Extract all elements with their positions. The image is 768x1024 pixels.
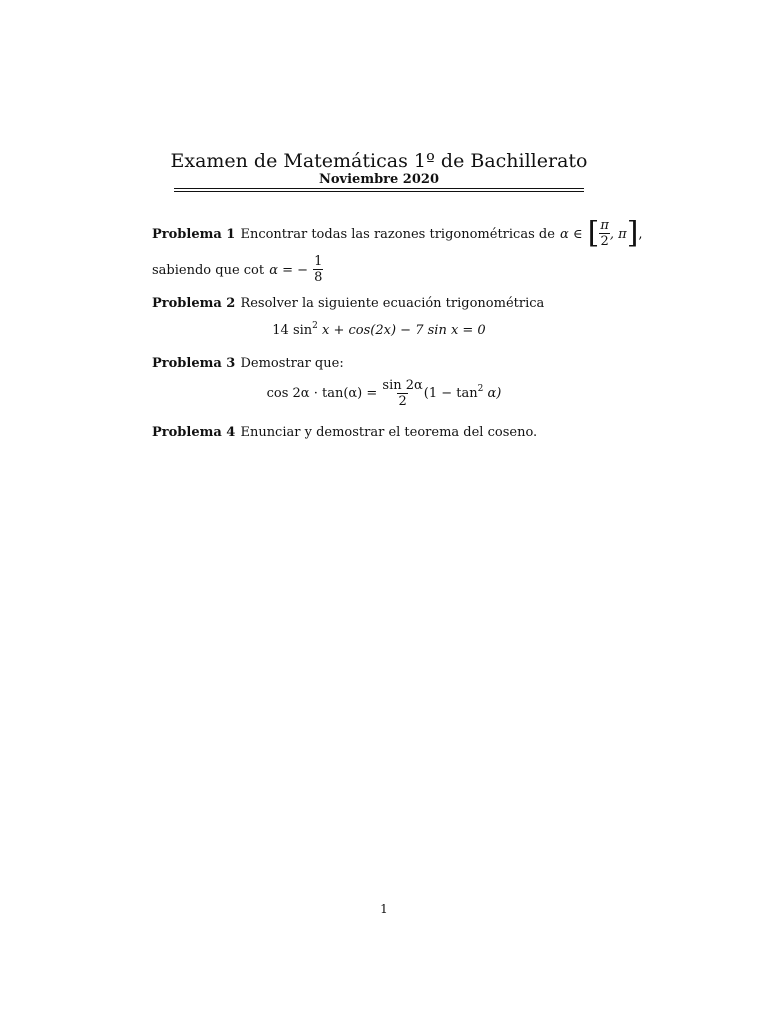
identity-fraction — [381, 378, 423, 409]
identity-numerator: sin 2α — [382, 378, 423, 393]
problem-4-text: Enunciar y demostrar el teorema del coseno. — [240, 425, 538, 440]
identity-rhs-a: (1 − tan — [423, 386, 478, 401]
title-rule-top — [174, 188, 584, 189]
problem-4-label: Problema 4 — [152, 425, 236, 440]
left-bracket: [ — [587, 215, 600, 251]
document-title: Examen de Matemáticas 1º de Bachillerato — [170, 150, 588, 172]
problem-2-label: Problema 2 — [152, 296, 236, 311]
equation-superscript: 2 — [312, 321, 318, 331]
page-number: 1 — [380, 902, 388, 916]
identity-rhs-superscript: 2 — [477, 384, 484, 394]
problem-3-text: Demostrar que: — [240, 356, 344, 371]
problem-1-text: Encontrar todas las razones trigonométricas de — [240, 227, 555, 242]
problem-1-trail: , — [638, 227, 643, 242]
problem-1-line-2-alpha: α = − — [269, 263, 309, 278]
problem-3-line — [152, 352, 344, 371]
right-bracket: ] — [626, 215, 639, 251]
problem-2-equation — [0, 321, 758, 338]
title-rule-bottom — [174, 191, 584, 192]
problem-2-text: Resolver la siguiente ecuación trigonométrica — [240, 296, 545, 311]
equation-part-b: x + cos(2x) − 7 sin x = 0 — [317, 323, 486, 338]
interval-tail: , π — [609, 227, 627, 242]
problem-1-label: Problema 1 — [152, 227, 236, 242]
cot-denominator: 8 — [314, 270, 323, 285]
problem-3-identity — [0, 378, 768, 409]
equation-part-a: 14 sin — [272, 323, 313, 338]
problem-2-line — [152, 292, 544, 311]
problem-1-line-2-text: sabiendo que cot — [152, 263, 265, 278]
cot-numerator: 1 — [314, 254, 323, 269]
interval-fraction — [599, 218, 610, 249]
problem-3-label: Problema 3 — [152, 356, 236, 371]
problem-1-alpha: α ∈ — [559, 227, 583, 242]
identity-rhs-b: α) — [483, 386, 502, 401]
problem-1-line-1 — [152, 215, 643, 251]
cot-fraction — [313, 254, 323, 285]
problem-4-line — [152, 421, 537, 440]
identity-denominator: 2 — [398, 394, 407, 409]
identity-lhs: cos 2α · tan(α) = — [266, 386, 378, 401]
interval-denominator: 2 — [600, 234, 609, 249]
interval-numerator: π — [600, 218, 609, 233]
problem-1-line-2 — [152, 254, 323, 285]
document-subtitle: Noviembre 2020 — [319, 172, 439, 187]
